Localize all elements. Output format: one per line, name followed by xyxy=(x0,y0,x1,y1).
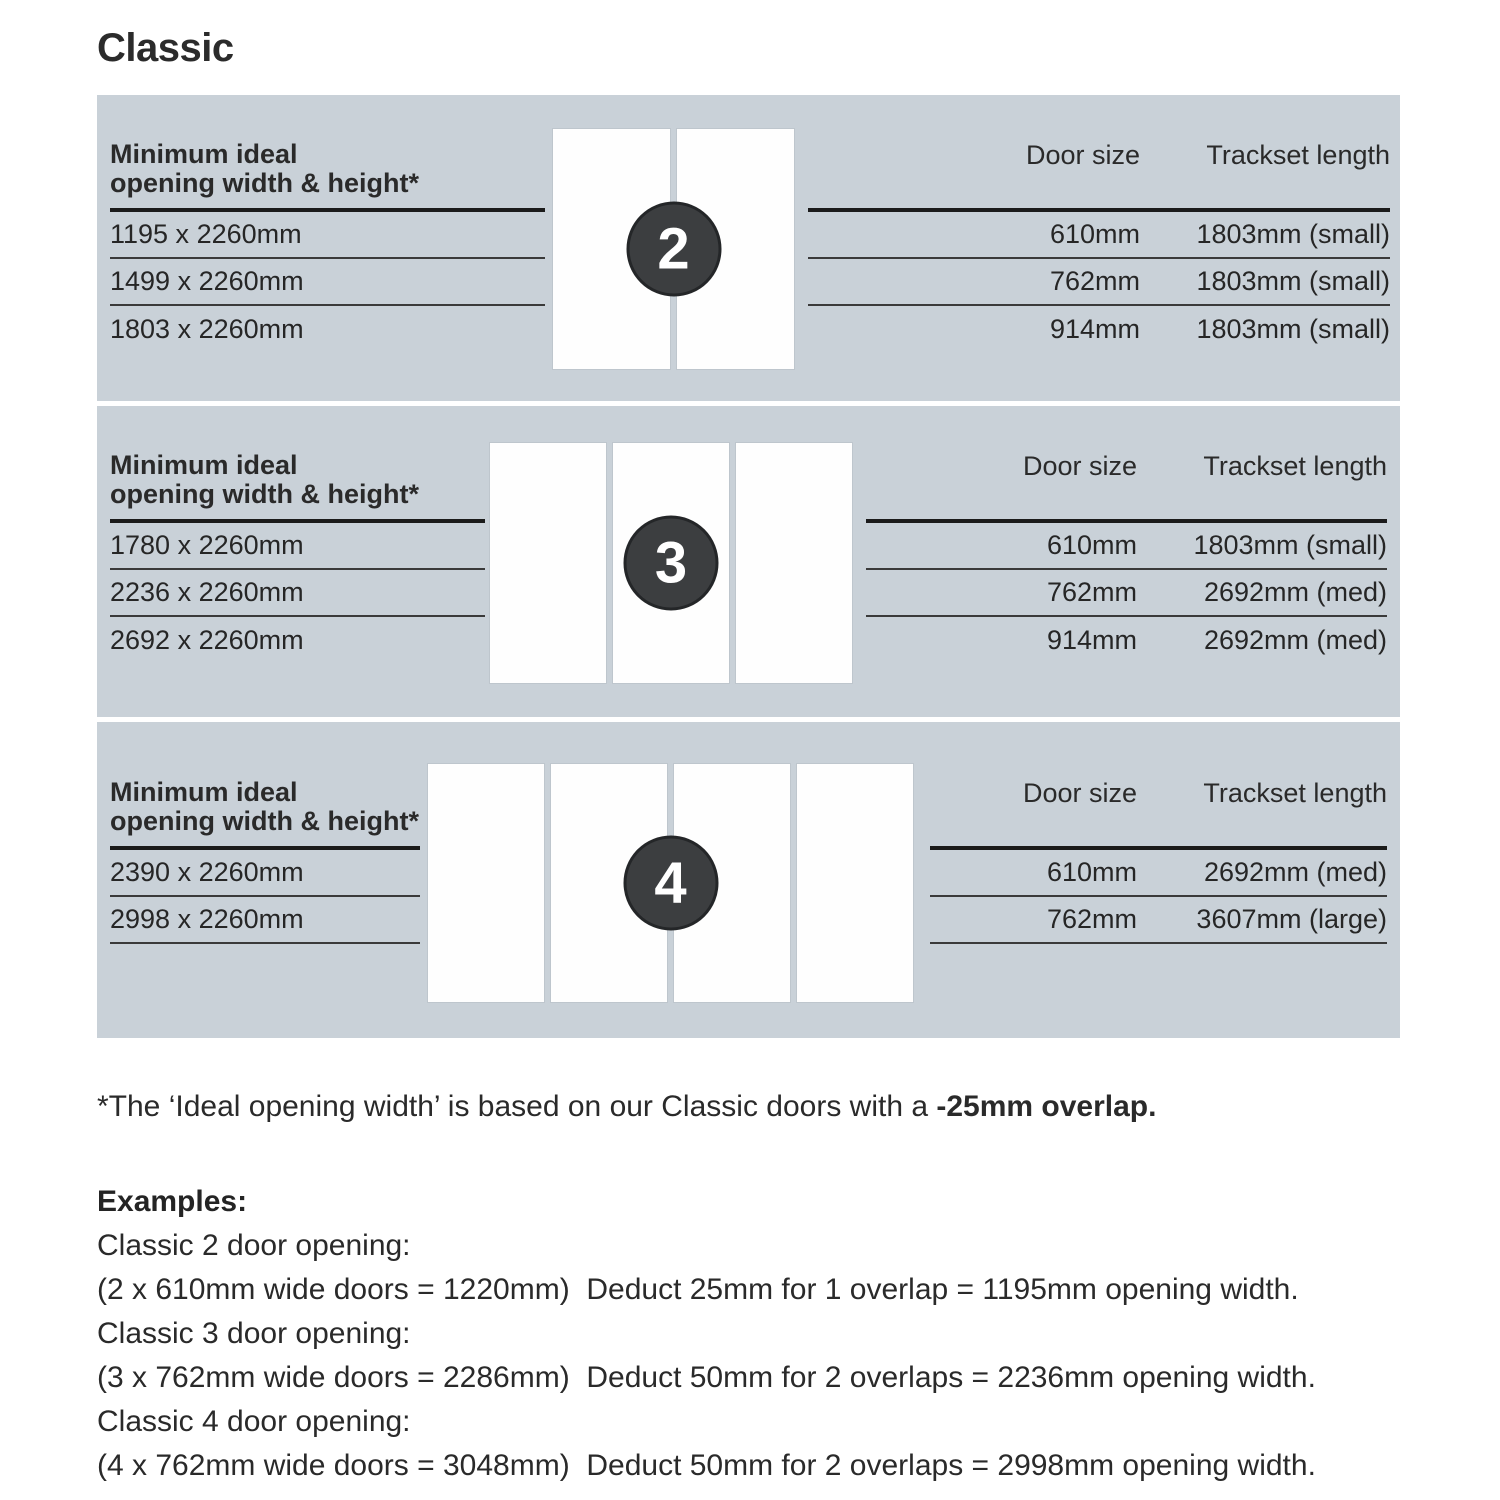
door-size-value: 914mm xyxy=(1046,625,1137,655)
door-count-number: 2 xyxy=(657,216,690,281)
opening-size-header-line1: Minimum ideal xyxy=(110,139,298,169)
table-row xyxy=(110,523,485,570)
table-row xyxy=(866,523,1387,570)
door-size-value: 914mm xyxy=(1049,314,1140,344)
page-title: Classic xyxy=(97,26,234,70)
table-row xyxy=(110,850,420,897)
trackset-length-column-header: Trackset length xyxy=(1203,451,1387,481)
footnote-bold-text: -25mm overlap. xyxy=(936,1090,1157,1123)
opening-size-header-line2: opening width & height* xyxy=(110,806,419,836)
table-row xyxy=(110,897,420,944)
opening-size-value: 2692 x 2260mm xyxy=(110,625,304,655)
trackset-length-value: 1803mm (small) xyxy=(1193,530,1387,560)
table-row xyxy=(866,570,1387,617)
classic-4-door-section xyxy=(97,722,1400,1038)
trackset-length-column-header: Trackset length xyxy=(1206,140,1390,170)
footnote-text: *The ‘Ideal opening width’ is based on our Classic doors with a xyxy=(97,1090,937,1123)
door-size-value: 610mm xyxy=(1046,857,1137,887)
table-row xyxy=(808,259,1390,306)
trackset-length-value: 3607mm (large) xyxy=(1196,904,1387,934)
footnote xyxy=(97,1090,1156,1124)
door-track-header xyxy=(930,778,1387,850)
table-row xyxy=(110,306,545,353)
trackset-length-value: 2692mm (med) xyxy=(1203,625,1387,655)
opening-size-value: 1499 x 2260mm xyxy=(110,266,304,296)
opening-size-header-line1: Minimum ideal xyxy=(110,777,298,807)
example-line: Classic 2 door opening: xyxy=(97,1229,411,1262)
door-panel xyxy=(428,764,544,1002)
example-line: Classic 4 door opening: xyxy=(97,1405,411,1438)
door-size-value: 762mm xyxy=(1046,904,1137,934)
trackset-length-column-header: Trackset length xyxy=(1203,778,1387,808)
door-track-table xyxy=(808,140,1390,353)
door-count-number: 4 xyxy=(654,850,687,915)
opening-size-header-line2: opening width & height* xyxy=(110,168,419,198)
door-panel xyxy=(736,443,852,683)
opening-size-value: 2390 x 2260mm xyxy=(110,857,304,887)
door-count-badge xyxy=(626,202,721,297)
door-illustration-4 xyxy=(428,764,913,1002)
opening-size-header-line2: opening width & height* xyxy=(110,479,419,509)
classic-2-door-section xyxy=(97,95,1400,401)
opening-size-table xyxy=(110,140,545,353)
example-line: Classic 3 door opening: xyxy=(97,1317,411,1350)
table-row xyxy=(808,306,1390,353)
opening-size-value: 1803 x 2260mm xyxy=(110,314,304,344)
classic-3-door-section xyxy=(97,406,1400,717)
table-row xyxy=(930,897,1387,944)
door-track-header xyxy=(866,451,1387,523)
trackset-length-value: 1803mm (small) xyxy=(1196,266,1390,296)
example-line: (4 x 762mm wide doors = 3048mm) Deduct 50mm for 2 overlaps = 2998mm opening width. xyxy=(97,1449,1316,1482)
door-count-badge xyxy=(623,836,718,931)
table-row xyxy=(110,570,485,617)
table-row xyxy=(110,212,545,259)
door-size-column-header: Door size xyxy=(1022,451,1137,481)
door-track-header xyxy=(808,140,1390,212)
door-panel xyxy=(490,443,606,683)
opening-size-table xyxy=(110,451,485,664)
table-row xyxy=(110,259,545,306)
door-size-value: 762mm xyxy=(1049,266,1140,296)
opening-size-header xyxy=(110,140,545,212)
examples-heading: Examples: xyxy=(97,1185,248,1218)
door-track-table xyxy=(866,451,1387,664)
opening-size-value: 1780 x 2260mm xyxy=(110,530,304,560)
door-count-number: 3 xyxy=(654,530,688,595)
door-track-table xyxy=(930,778,1387,944)
table-row xyxy=(808,212,1390,259)
opening-size-table xyxy=(110,778,420,944)
trackset-length-value: 1803mm (small) xyxy=(1196,314,1390,344)
examples-block xyxy=(97,1180,1316,1488)
example-line: (2 x 610mm wide doors = 1220mm) Deduct 25mm for 1 overlap = 1195mm opening width. xyxy=(97,1273,1299,1306)
opening-size-value: 1195 x 2260mm xyxy=(110,219,302,249)
door-size-value: 762mm xyxy=(1046,577,1137,607)
trackset-length-value: 2692mm (med) xyxy=(1203,857,1387,887)
door-size-column-header: Door size xyxy=(1022,778,1137,808)
door-illustration-3 xyxy=(490,443,852,683)
opening-size-header xyxy=(110,451,485,523)
table-row xyxy=(930,850,1387,897)
door-size-column-header: Door size xyxy=(1025,140,1140,170)
trackset-length-value: 2692mm (med) xyxy=(1203,577,1387,607)
trackset-length-value: 1803mm (small) xyxy=(1196,219,1390,249)
door-count-badge xyxy=(624,516,719,611)
door-size-value: 610mm xyxy=(1046,530,1137,560)
opening-size-header-line1: Minimum ideal xyxy=(110,450,298,480)
door-panel xyxy=(797,764,913,1002)
opening-size-value: 2998 x 2260mm xyxy=(110,904,304,934)
table-row xyxy=(866,617,1387,664)
example-line: (3 x 762mm wide doors = 2286mm) Deduct 50mm for 2 overlaps = 2236mm opening width. xyxy=(97,1361,1316,1394)
table-row xyxy=(110,617,485,664)
door-size-value: 610mm xyxy=(1049,219,1140,249)
opening-size-value: 2236 x 2260mm xyxy=(110,577,304,607)
opening-size-header xyxy=(110,778,420,850)
door-illustration-2 xyxy=(553,129,794,369)
